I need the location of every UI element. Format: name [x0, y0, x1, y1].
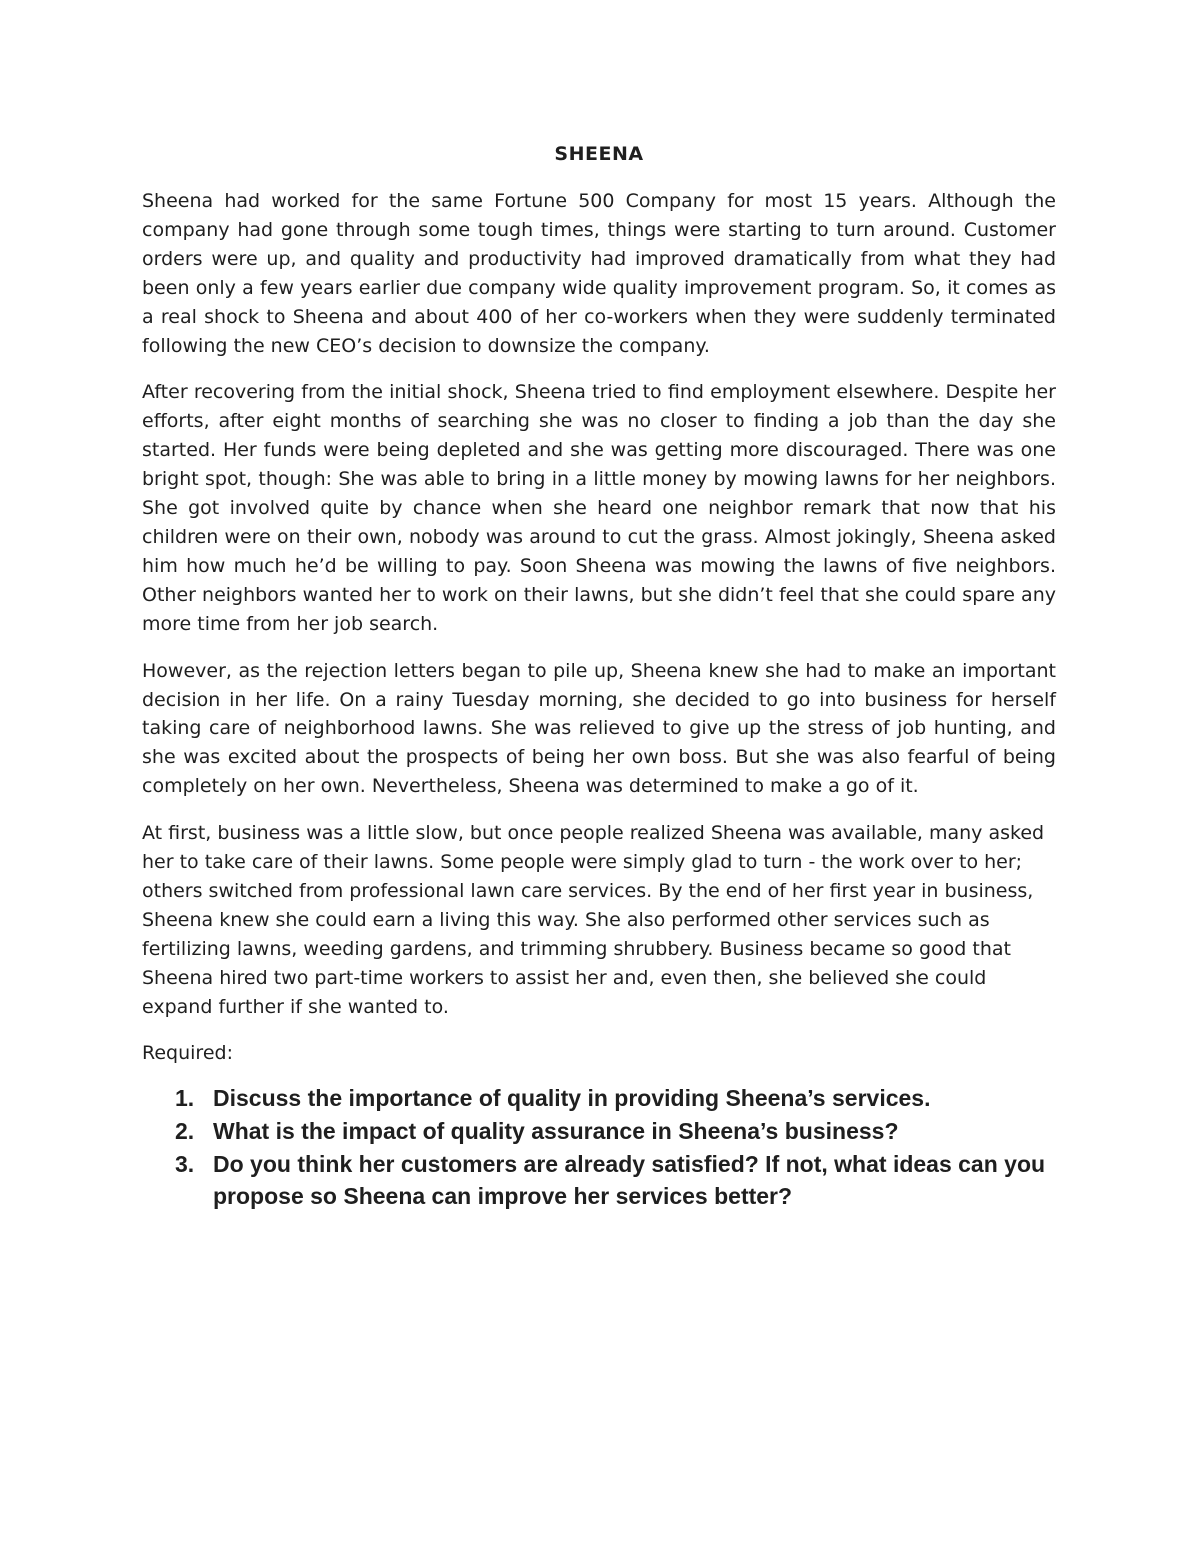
question-item — [142, 1115, 1056, 1147]
question-text: Discuss the importance of quality in providing Sheena’s services. — [213, 1085, 931, 1112]
question-item — [142, 1082, 1056, 1114]
question-item — [142, 1148, 1056, 1212]
document-body — [142, 140, 1056, 1213]
paragraph-job-search: After recovering from the initial shock, Sheena tried to find employment elsewhere. Despite her efforts, after eight months of searching she was no closer to finding a job than the day she started. Her funds were being depleted and she was getting more discouraged. There was one bright spot, though: She was able to bring in a little money by mowing lawns for her neighbors. She got involved quite by chance when she heard one neighbor remark that now that his children were on their own, nobody was around to cut the grass. Almost jokingly, Sheena asked him how much he’d be willing to pay. Soon Sheena was mowing the lawns of five neighbors. Other neighbors wanted her to work on their lawns, but she didn’t feel that she could spare any more time from her job search. — [142, 381, 1056, 635]
required-label: Required: — [142, 1042, 233, 1065]
question-text: Do you think her customers are already satisfied? If not, what ideas can you propose so Sheena can improve her services better? — [213, 1151, 1046, 1210]
question-number: 3. — [175, 1151, 195, 1178]
question-list — [142, 1082, 1056, 1212]
question-number: 2. — [175, 1118, 195, 1145]
question-number: 1. — [175, 1085, 195, 1112]
paragraph-decision: However, as the rejection letters began to pile up, Sheena knew she had to make an important decision in her life. On a rainy Tuesday morning, she decided to go into business for herself taking care of neighborhood lawns. She was relieved to give up the stress of job hunting, and she was excited about the prospects of being her own boss. But she was also fearful of being completely on her own. Nevertheless, Sheena was determined to make a go of it. — [142, 659, 1056, 798]
paragraph-business-growth: At first, business was a little slow, but once people realized Sheena was available, many asked her to take care of their lawns. Some people were simply glad to turn - the work over to her; others switched from professional lawn care services. By the end of her first year in business, Sheena knew she could earn a living this way. She also performed other services such as fertilizing lawns, weeding gardens, and trimming shrubbery. Business became so good that Sheena hired two part-time workers to assist her and, even then, she believed she could expand further if she wanted to. — [142, 822, 1045, 1018]
question-text: What is the impact of quality assurance in Sheena’s business? — [213, 1118, 899, 1145]
paragraph-background: Sheena had worked for the same Fortune 500 Company for most 15 years. Although the company had gone through some tough times, things were starting to turn around. Customer orders were up, and quality and productivity had improved dramatically from what they had been only a few years earlier due company wide quality improvement program. So, it comes as a real shock to Sheena and about 400 of her co-workers when they were suddenly terminated following the new CEO’s decision to downsize the company. — [142, 190, 1056, 357]
document-title: SHEENA — [554, 143, 644, 165]
